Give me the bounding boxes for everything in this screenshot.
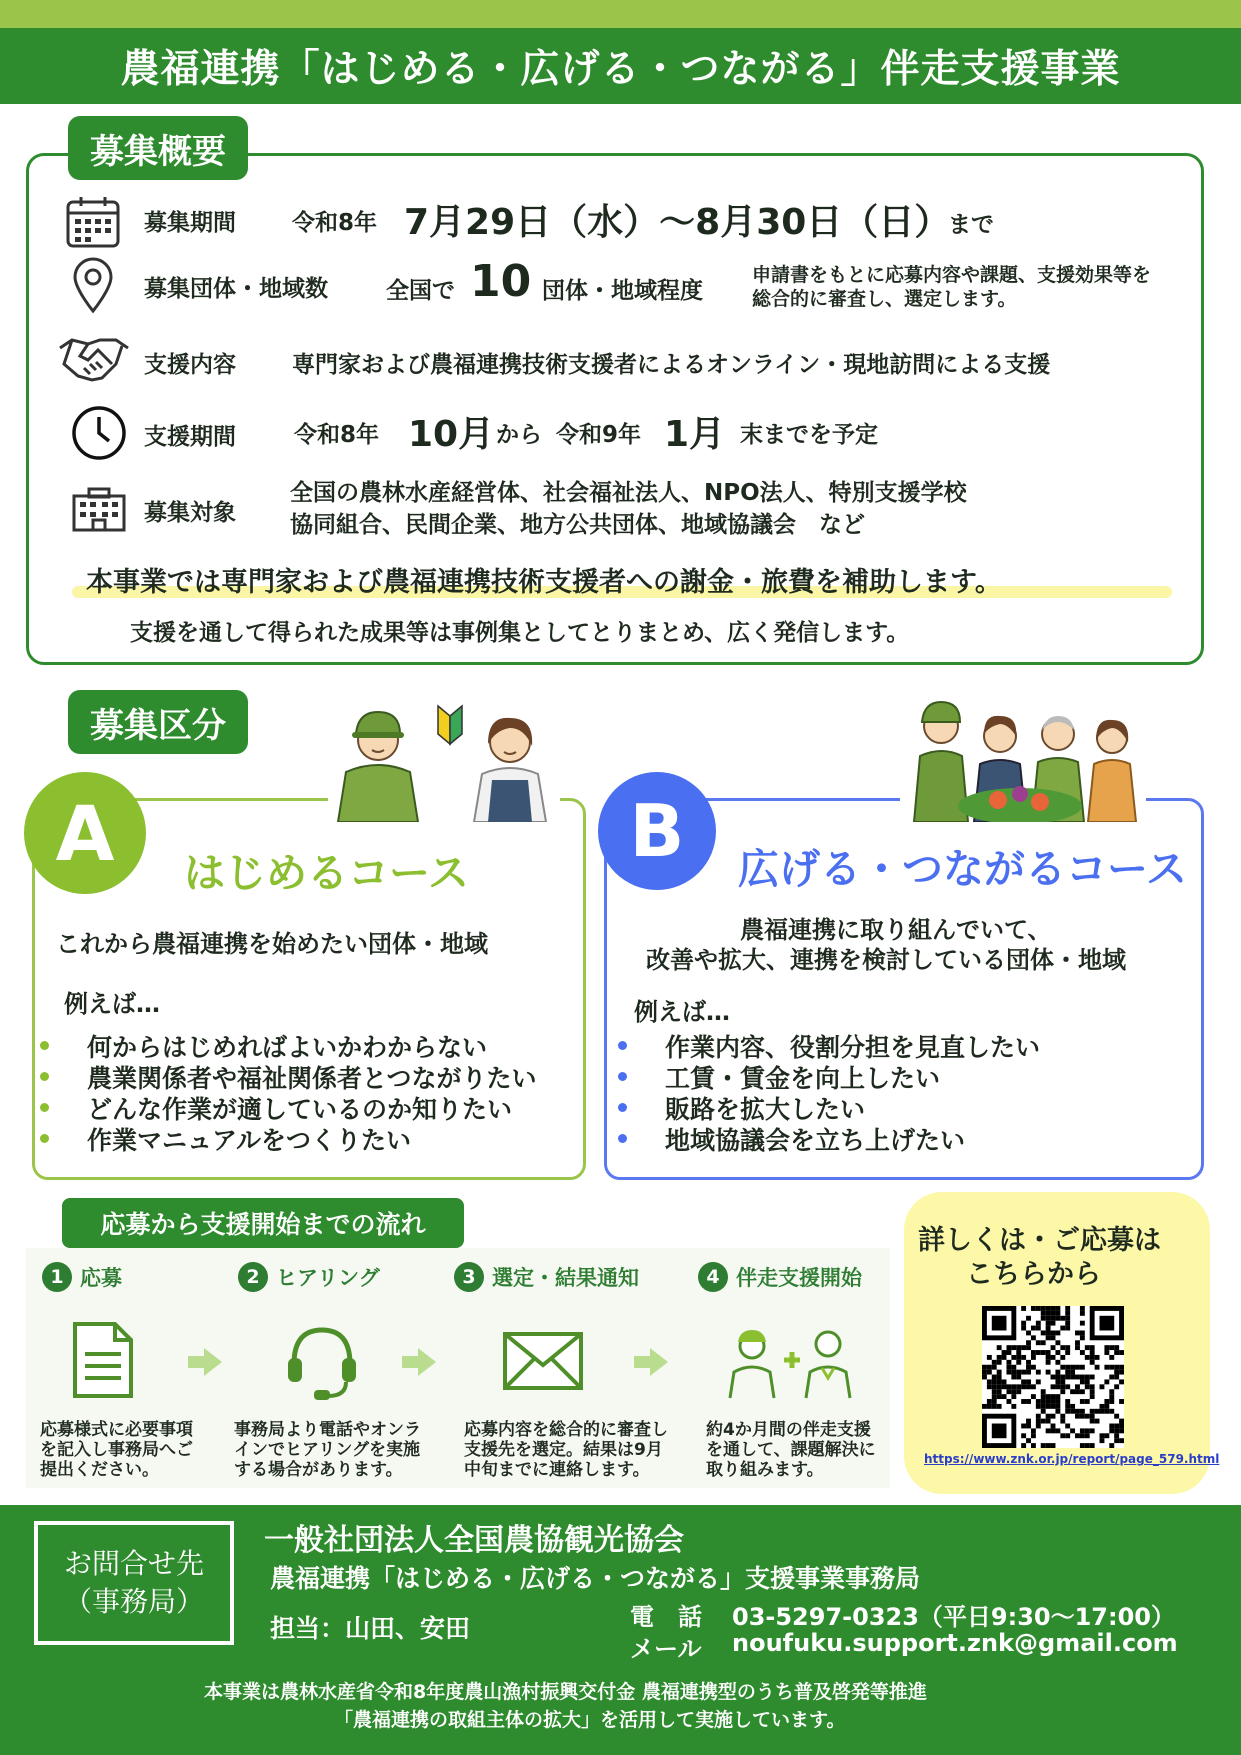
support-period-suffix: 末までを予定 xyxy=(740,422,878,448)
flow-tag: 応募から支援開始までの流れ xyxy=(62,1198,464,1248)
course-b-list xyxy=(618,1030,1040,1154)
period-label: 募集期間 xyxy=(144,210,236,236)
footer xyxy=(0,1505,1241,1755)
groups-prefix: 全国で xyxy=(386,278,455,304)
flow-step-4 xyxy=(698,1262,862,1292)
top-accent-band xyxy=(0,0,1241,28)
list-item: 工賃・賃金を向上したい xyxy=(618,1061,1040,1092)
funding-note-2: 「農福連携の取組主体の拡大」を活用して実施しています。 xyxy=(334,1709,846,1731)
results-note: 支援を通して得られた成果等は事例集としてとりまとめ、広く発信します。 xyxy=(130,620,910,646)
course-b-desc-2: 改善や拡大、連携を検討している団体・地域 xyxy=(646,946,1126,974)
step-1-desc: 応募様式に必要事項 を記入し事務局へご 提出ください。 xyxy=(40,1420,193,1480)
flow-arrow-2-bar xyxy=(402,1356,418,1368)
categories-tag: 募集区分 xyxy=(68,690,248,754)
course-a-badge: A xyxy=(24,772,146,894)
beginners-illustration xyxy=(328,692,560,822)
contact-box xyxy=(34,1521,234,1645)
step-3-desc: 応募内容を総合的に審査し 支援先を選定。結果は9月 中旬までに連絡します。 xyxy=(464,1420,668,1480)
document-icon xyxy=(66,1320,140,1400)
support-label: 支援内容 xyxy=(144,352,236,378)
course-a-desc: これから農福連携を始めたい団体・地域 xyxy=(56,930,488,958)
target-line-1: 全国の農林水産経営体、社会福祉法人、NPO法人、特別支援学校 xyxy=(290,480,967,506)
list-item: 販路を拡大したい xyxy=(618,1092,1040,1123)
support-period-month1: 10月 xyxy=(408,414,495,455)
groups-note-1: 申請書をもとに応募内容や課題、支援効果等を xyxy=(752,264,1152,286)
mail-label: メール xyxy=(630,1635,702,1663)
course-b-example: 例えば… xyxy=(634,998,730,1026)
people-support-icon xyxy=(724,1322,856,1400)
groups-suffix: 団体・地域程度 xyxy=(542,278,703,304)
period-dates: 7月29日（水）〜8月30日（日） xyxy=(404,202,951,243)
contact-label-2: （事務局） xyxy=(63,1585,204,1618)
qr-code[interactable] xyxy=(982,1306,1124,1448)
step-title: 選定・結果通知 xyxy=(492,1266,639,1290)
support-period-month2: 1月 xyxy=(664,414,726,455)
flow-arrow-1-bar xyxy=(188,1356,204,1368)
subsidy-highlight: 本事業では専門家および農福連携技術支援者への謝金・旅費を補助します。 xyxy=(86,567,1002,598)
org-name: 一般社団法人全国農協観光協会 xyxy=(264,1523,684,1558)
list-item: 農業関係者や福祉関係者とつながりたい xyxy=(40,1061,537,1092)
envelope-icon xyxy=(502,1330,584,1392)
flow-arrow-3-bar xyxy=(634,1356,650,1368)
support-period-era2: 令和9年 xyxy=(556,422,642,448)
location-pin-icon xyxy=(64,256,122,314)
support-text: 専門家および農福連携技術支援者によるオンライン・現地訪問による支援 xyxy=(292,352,1051,378)
page-title: 農福連携「はじめる・広げる・つながる」伴走支援事業 xyxy=(120,47,1121,92)
step-number: 2 xyxy=(238,1262,268,1292)
office-name: 農福連携「はじめる・広げる・つながる」支援事業事務局 xyxy=(270,1564,921,1593)
target-line-2: 協同組合、民間企業、地方公共団体、地域協議会 など xyxy=(290,512,865,538)
support-period-from: から xyxy=(496,422,542,448)
team-illustration xyxy=(900,682,1146,822)
funding-note-1: 本事業は農林水産省令和8年度農山漁村振興交付金 農福連携型のうち普及啓発等推進 xyxy=(204,1681,927,1703)
qr-title-1: 詳しくは・ご応募は xyxy=(918,1225,1161,1256)
step-4-desc: 約4か月間の伴走支援 を通して、課題解決に 取り組みます。 xyxy=(706,1420,876,1480)
support-period-label: 支援期間 xyxy=(144,424,236,450)
flow-step-2 xyxy=(238,1262,380,1292)
groups-note-2: 総合的に審査し、選定します。 xyxy=(752,288,1017,310)
course-b-desc-1: 農福連携に取り組んでいて、 xyxy=(740,916,1052,944)
step-number: 4 xyxy=(698,1262,728,1292)
course-b-badge: B xyxy=(598,772,716,890)
groups-number: 10 xyxy=(470,256,532,307)
building-icon xyxy=(70,480,128,538)
tel-number[interactable]: 03-5297-0323（平日9:30〜17:00） xyxy=(732,1603,1176,1631)
flow-arrow-3-icon xyxy=(650,1348,668,1376)
course-a-list xyxy=(40,1030,537,1154)
qr-url-link[interactable]: https://www.znk.or.jp/report/page_579.html xyxy=(924,1452,1220,1466)
list-item: 何からはじめればよいかわからない xyxy=(40,1030,537,1061)
mail-address[interactable]: noufuku.support.znk@gmail.com xyxy=(732,1629,1178,1657)
groups-label: 募集団体・地域数 xyxy=(144,276,328,302)
headset-icon xyxy=(284,1320,360,1400)
support-period-era1: 令和8年 xyxy=(294,422,380,448)
period-era: 令和8年 xyxy=(292,210,378,236)
flow-arrow-2-icon xyxy=(418,1348,436,1376)
period-suffix: まで xyxy=(948,212,994,238)
flow-arrow-1-icon xyxy=(204,1348,222,1376)
step-number: 1 xyxy=(42,1262,72,1292)
list-item: 作業マニュアルをつくりたい xyxy=(40,1123,537,1154)
list-item: どんな作業が適しているのか知りたい xyxy=(40,1092,537,1123)
flow-step-1 xyxy=(42,1262,122,1292)
step-number: 3 xyxy=(454,1262,484,1292)
step-title: ヒアリング xyxy=(276,1266,380,1290)
calendar-icon xyxy=(64,193,122,251)
title-bar xyxy=(0,28,1241,104)
flow-step-3 xyxy=(454,1262,639,1292)
list-item: 地域協議会を立ち上げたい xyxy=(618,1123,1040,1154)
step-title: 伴走支援開始 xyxy=(736,1266,862,1290)
course-a-example: 例えば… xyxy=(64,990,160,1018)
course-a-title: はじめるコース xyxy=(184,849,469,897)
qr-title-2: こちらから xyxy=(966,1259,1101,1290)
overview-tag: 募集概要 xyxy=(68,116,248,180)
clock-icon xyxy=(70,404,128,462)
target-label: 募集対象 xyxy=(144,500,236,526)
course-b-title: 広げる・つながるコース xyxy=(738,845,1187,893)
step-title: 応募 xyxy=(80,1266,122,1290)
handshake-icon xyxy=(58,330,130,388)
step-2-desc: 事務局より電話やオンラ インでヒアリングを実施 する場合があります。 xyxy=(234,1420,421,1480)
staff: 担当：山田、安田 xyxy=(270,1614,471,1643)
list-item: 作業内容、役割分担を見直したい xyxy=(618,1030,1040,1061)
contact-label-1: お問合せ先 xyxy=(63,1547,204,1580)
tel-label: 電 話 xyxy=(630,1603,702,1631)
